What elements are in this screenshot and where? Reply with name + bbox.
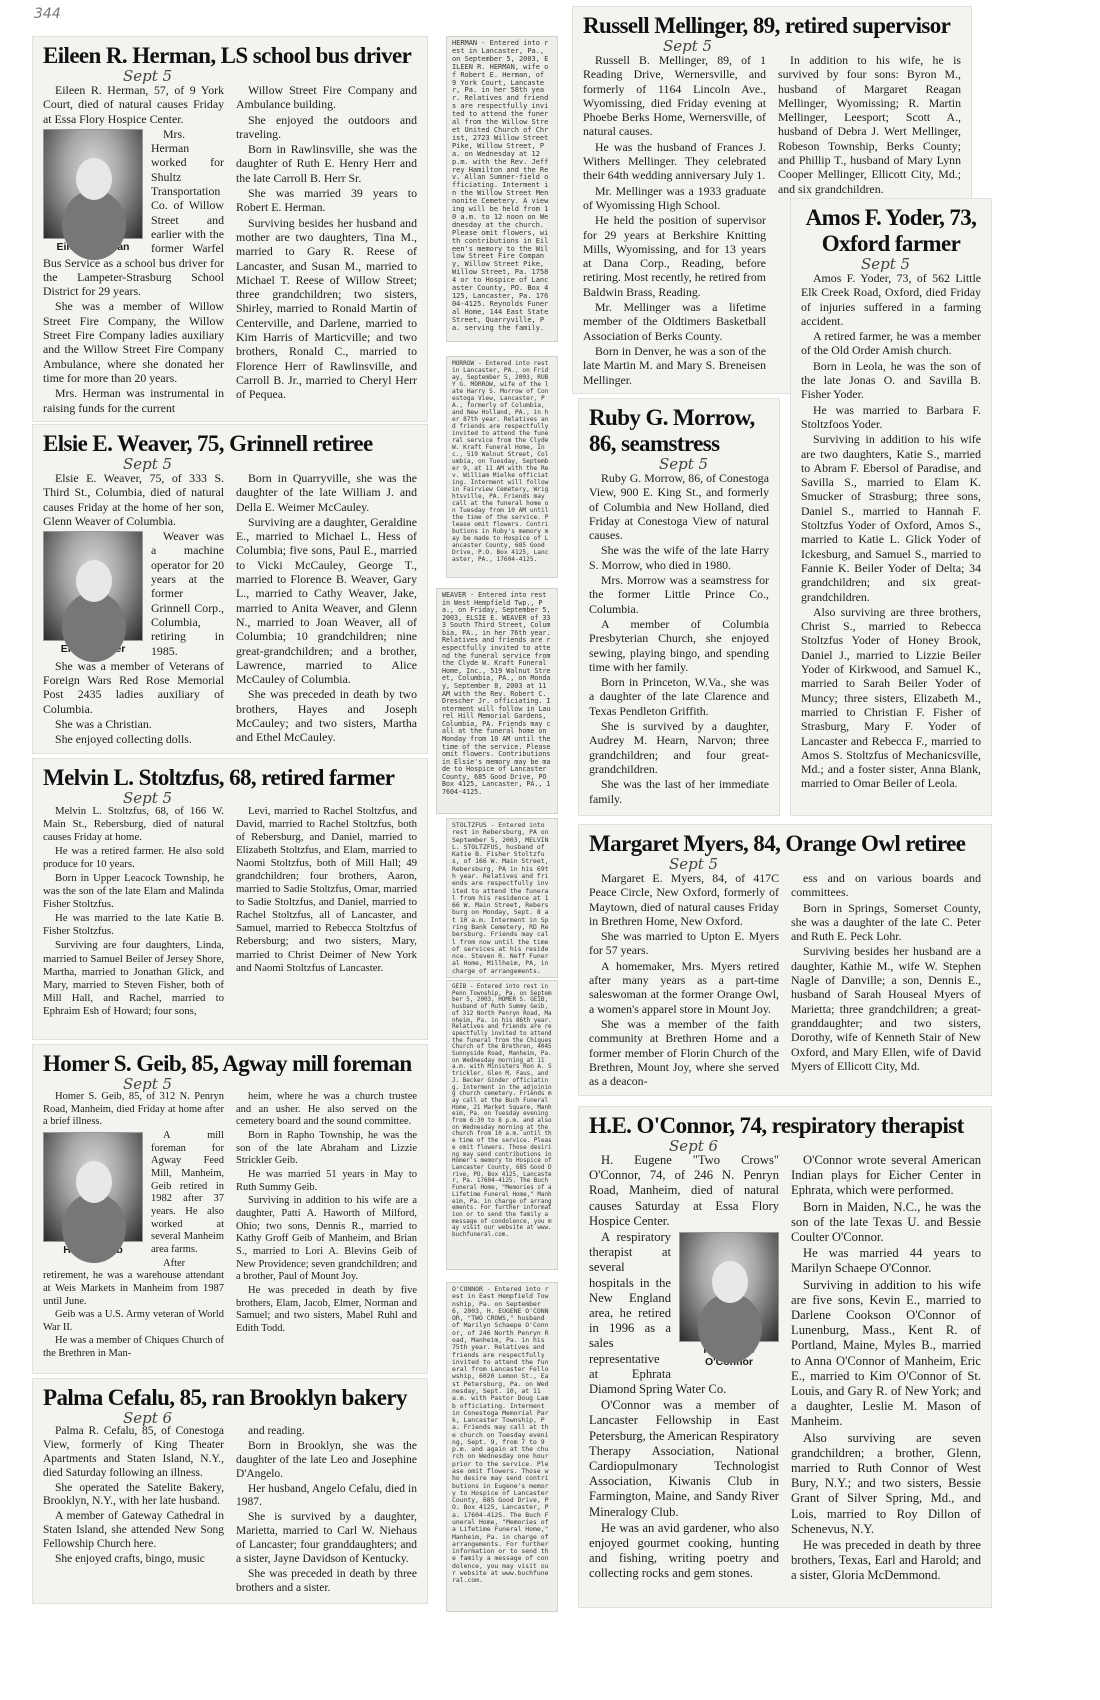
obituary-melvin-stoltzfus <box>32 758 428 1040</box>
handwritten-date: Sept 6 <box>669 1137 719 1155</box>
paragraph: Elsie E. Weaver, 75, of 333 S. Third St., Columbia, died of natural causes Friday at the home of her son, Glenn Weaver of Columbia. <box>43 471 224 528</box>
paragraph: He was preceded in death by five brothers, Elam, Jacob, Elmer, Norman and Samuel; and two sisters, Mabel Ruhl and Edith Todd. <box>236 1284 417 1334</box>
paragraph: Amos F. Yoder, 73, of 562 Little Elk Creek Road, Oxford, died Friday of injuries suffered in a farming accident. <box>801 271 981 328</box>
paragraph: Levi, married to Rachel Stoltzfus, and David, married to Rachel Stoltzfus, both of Rebersburg, and Daniel, married to Elizabeth Stoltzfus, and Elam, married to Naomi Stoltzfus, both of Mill Hall; 49 grandchildren; four brothers, Aaron, married to Sadie Stoltzfus, Omar, married to Sadie Stoltzfus, and Daniel, married to Rachel Stoltzfus, all of Lancaster, and Samuel, married to Rebecca Stoltzfus of Rebersburg; and two sisters, Mary, married to Christ Deimer of New York and Naomi Stoltzfus of Lancaster. <box>236 805 417 974</box>
paragraph: and reading. <box>248 1425 305 1437</box>
paragraph: She enjoyed collecting dolls. <box>55 732 192 747</box>
portrait-photo <box>43 531 143 655</box>
paragraph: She enjoyed crafts, bingo, music <box>55 1552 205 1565</box>
handwritten-date: Sept 6 <box>123 1409 173 1427</box>
paragraph: Margaret E. Myers, 84, of 417C Peace Circle, New Oxford, formerly of Maytown, died of natural causes Friday in Brethren Home, New Oxford. <box>589 871 779 928</box>
obituary-he-oconnor <box>578 1106 992 1608</box>
death-notice-herman: HERMAN - Entered into rest in Lancaster, Pa., on September 5, 2003, EILEEN R. HERMAN, wife of Robert E. Herman, of 9 York Court, Lancaster, Pa. in her 58th year. Relatives and friends are respectfully invited to attend the funeral from the Willow Street United Church of Christ, 2723 Willow Street Pike, Willow Street, Pa. on Wednesday at 12 p.m. with the Rev. Jeffrey Hamilton and the Rev. Allan Sumner-field officiating. Interment in the Willow Street Mennonite Cemetery. A viewing will be held from 10 a.m. to 12 noon on Wednesday at the church. Please omit flowers, with contributions in Eileen's memory to the Willow Street Fire Company, Willow Street Pike, Willow Street, Pa. 17584 or to Hospice of Lancaster County, PO. Box 4125, Lancaster, Pa. 17604-4125. Reynolds Funeral Home, 144 East State Street, Quarryville, Pa. serving the family. <box>446 36 558 342</box>
obituary-margaret-myers <box>578 824 992 1096</box>
photo-caption: Eileen Herman <box>56 240 130 253</box>
paragraph: Russell B. Mellinger, 89, of 1 Reading Drive, Wernersville, and formerly of 1164 Lincoln Ave., Wyomissing, died Friday evening at Phoebe Berks Home, Wernersville, of natural causes. <box>583 53 766 139</box>
paragraph: Born in Upper Leacock Township, he was the son of the late Elam and Malinda Fisher Stoltzfus. <box>43 872 224 911</box>
paragraph: Surviving are a daughter, Geraldine E., married to Michael L. Hess of Columbia; five sons, Paul E., married to Vicki McCauley, George T., married to Florence B. Weaver, Gary L., married to Cathy Weaver, Jake, married to Anita Weaver, and Glenn N., married to Joan Weaver, all of Columbia; 10 grandchildren; nine great-grandchildren; and a brother, Lawrence, married to Alice McCauley of Columbia. <box>236 514 417 687</box>
paragraph: A mill foreman for Agway Feed Mill, Manheim, Geib retired in 1982 after 37 years. He also worked at several Manheim area farms. <box>151 1129 224 1255</box>
paragraph: She was the wife of the late Harry S. Morrow, who died in 1980. <box>589 543 769 572</box>
paragraph: Surviving in addition to his wife are five sons, Kevin E., married to Darlene Cookson O'Connor of Lunenburg, Mass., Kent R. of Portland, Maine, Myles B., married to Anna O'Connor of Manheim, Eric E., married to Kim O'Connor of St. Louis, and Gary R. of New York; and a daughter, Leslie M. Mason of Manheim. <box>791 1277 981 1429</box>
paragraph: H. Eugene "Two Crows" O'Connor, 74, of 246 N. Penryn Road, Manheim, died of natural causes Saturday at Essa Flory Hospice Center. <box>589 1153 779 1228</box>
death-notice-morrow: MORROW - Entered into rest in Lancaster, PA., on Friday, September 5, 2003, RUBY G. MORROW, wife of the late Harry S. Morrow of Conestoga View, Lancaster, PA., formerly of Columbia, and New Holland, PA., in her 87th year. Relatives and friends are respectfully invited to attend the funeral service from the Clyde W. Kraft Funeral Home, Inc., 519 Walnut Street, Columbia, on Tuesday, September 9, at 11 AM with the Rev. William Mielke officiating. Interment will follow in Fairview Cemetery, Wrightsville, PA. Friends may call at the funeral home on Tuesday from 10 AM until the time of the service. Please omit flowers. Contributions in Ruby's memory may be made to Hospice of Lancaster County, 685 Good Drive, P.O. Box 4125, Lancaster, PA., 17604-4125. <box>446 356 558 578</box>
paragraph: She was preceded in death by two brothers, Hayes and Joseph McCauley; and two sisters, Martha and Ethel McCauley. <box>236 687 417 745</box>
paragraph: Born in Rawlinsville, she was the daughter of Ruth E. Henry Herr and the late Carroll B. Herr Sr. <box>236 142 417 185</box>
death-notice-stoltzfus: STOLTZFUS - Entered into rest in Rebersburg, PA on September 5, 2003, MELVIN L. STOLTZFUS, husband of Katie B. Fisher Stoltzfus, of 166 W. Main Street, Rebersburg, PA in his 69th year. Relatives and friends are respectfully invited to attend the funeral from his residence at 166 W. Main Street, Rebersburg on Monday, Sept. 8 at 10 a.m. Interment in Spring Bank Cemetery, RD Rebersburg. Friends may call from now until the time of services at his residence. Steven R. Neff Funeral Home, Millheim, PA, in charge of arrangements. <box>446 818 558 978</box>
headline: H.E. O'Connor, 74, respiratory therapist <box>589 1113 964 1138</box>
paragraph: Born in Denver, he was a son of the late Martin M. and Mary S. Breneisen Mellinger. <box>583 343 766 387</box>
paragraph: He was married 51 years in May to Ruth Summy Geib. <box>236 1168 417 1193</box>
paragraph: He was preceded in death by three brothers, Texas, Earl and Harold; and a sister, Gloria McDemmond. <box>791 1538 981 1583</box>
handwritten-date: Sept 5 <box>669 855 719 873</box>
paragraph: Surviving in addition to his wife are two daughters, Katie S., married to Abram F. Ebersol of Paradise, and Savilla S., married to Elam K. Smucker of Strasburg; three sons, Daniel S., married to Hannah F. Stoltzfus Yoder of Oxford, Amos S., married to Katie L. Glick Yoder of Ickesburg, and Samuel S., married to Fannie K. Beiler Yoder of Delta; 34 grandchildren; and six great-grandchildren. <box>801 432 981 604</box>
paragraph: After retirement, he was a warehouse attendant at Weis Markets in Manheim from 1987 until June. <box>43 1257 224 1307</box>
portrait-image <box>679 1232 779 1342</box>
paragraph: Born in Brooklyn, she was the daughter of the late Leo and Josephine D'Angelo. <box>236 1439 417 1480</box>
paragraph: She was the last of her immediate family. <box>589 777 769 806</box>
paragraph: Mrs. Herman worked for Shultz Transportation Co. of Willow Street and earlier with the former Warfel Bus Service as a school bus driver for the Lampeter-Strasburg School District for 29 years. <box>43 126 224 299</box>
paragraph: Geib was a U.S. Army veteran of World War II. <box>43 1309 224 1333</box>
paragraph: Mrs. Morrow was a seamstress for the former Little Prince Co., Columbia. <box>589 573 769 616</box>
obituary-amos-yoder <box>790 198 992 816</box>
obituary-elsie-weaver <box>32 424 428 754</box>
photo-caption: Homer Geib <box>63 1243 123 1256</box>
paragraph: In addition to his wife, he is survived by four sons: Byron M., husband of Margaret Reagan Mellinger, Wyomissing; R. Martin Mellinger, Leesport; Scott A., husband of Debra J. Wert Mellinger, Robeson Township, Berks County; and Phillip T., husband of Mary Lynn Cooper Mellinger, Ellicott City, Md.; and six grandchildren. <box>778 53 961 196</box>
headline: Melvin L. Stoltzfus, 68, retired farmer <box>43 765 395 790</box>
paragraph: Her husband, Angelo Cefalu, died in 1987. <box>236 1482 417 1509</box>
paragraph: He was married 44 years to Marilyn Schaepe O'Connor. <box>791 1246 981 1276</box>
obituary-palma-cefalu <box>32 1378 428 1604</box>
headline: Margaret Myers, 84, Orange Owl retiree <box>589 831 966 856</box>
paragraph: A member of Gateway Cathedral in Staten Island, she attended New Song Fellowship Church here. <box>43 1510 224 1550</box>
paragraph: Also surviving are seven grandchildren; a brother, Glenn, married to Ruth Connor of West Bury, N.Y.; and two sisters, Bessie Grant of Silver Spring, Md., and Lois, married to Roy Dillon of Schenevus, N.Y. <box>791 1430 981 1536</box>
paragraph: heim, where he was a church trustee and an usher. He also served on the cemetery board and the sound committee. <box>236 1091 417 1128</box>
paragraph: Born in Leola, he was the son of the late Jonas O. and Savilla B. Fisher Yoder. <box>801 358 981 402</box>
paragraph: She was a member of Veterans of Foreign Wars Red Rose Memorial Post 2435 ladies auxiliary of Columbia. <box>43 658 224 716</box>
paragraph: A retired farmer, he was a member of the Old Order Amish church. <box>801 329 981 358</box>
handwritten-date: Sept 5 <box>123 789 173 807</box>
paragraph: She enjoyed the outdoors and traveling. <box>236 112 417 141</box>
paragraph: She was a member of the faith community at Brethren Home and a former member of Florin Church of the Brethren, Mount Joy, where she served as a deacon- <box>589 1016 779 1089</box>
portrait-photo <box>43 1132 143 1256</box>
paragraph: He was the husband of Frances J. Withers Mellinger. They celebrated their 64th wedding anniversary July 1. <box>583 139 766 183</box>
paragraph: O'Connor was a member of Lancaster Fellowship in East Petersburg, the American Respiratory Therapy Association, National Cardiopulmonary Technologist Association, Kiwanis Club in Farmington, Maine, and Sandy River Mineralogy Club. <box>589 1398 779 1519</box>
paragraph: Mr. Mellinger was a 1933 graduate of Wyomissing High School. <box>583 183 766 212</box>
paragraph: Melvin L. Stoltzfus, 68, of 166 W. Main St., Rebersburg, died of natural causes Friday at home. <box>43 805 224 844</box>
obituary-ruby-morrow <box>578 398 780 816</box>
paragraph: ess and on various boards and committees. <box>791 871 981 900</box>
paragraph: Weaver was a machine operator for 20 years at the former Grinnell Corp., Columbia, retiring in 1985. <box>151 529 224 658</box>
paragraph: He was married to the late Katie B. Fisher Stoltzfus. <box>43 912 224 938</box>
paragraph: Surviving in addition to his wife are a daughter, Patti A. Haworth of Milford, Ohio; two sons, Dennis R., married to Kathy Groff Geib of Manheim, and Brian S., married to Lori A. Blevins Geib of New Providence; seven grandchildren; and a brother, Paul of Mount Joy. <box>236 1195 417 1283</box>
death-notice-weaver: WEAVER - Entered into rest in West Hempfield Twp., Pa., on Friday, September 5, 2003, ELSIE E. WEAVER of 333 South Third Street, Columbia, PA., in her 76th year. Relatives and friends are respectfully invited to attend the funeral service from the Clyde W. Kraft Funeral Home, Inc., 519 Walnut Street, Columbia, PA., on Monday, September 8, 2003 at 11 AM with the Rev. Robert C. Drescher Jr. officiating. Interment will follow in Laurel Hill Memorial Gardens, Columbia, PA. Friends may call at the funeral home on Monday from 10 AM until the time of the service. Please omit flowers. Contributions in Elsie's memory may be made to Hospice of Lancaster County, 685 Good Drive, PO Box 4125, Lancaster, PA., 17604-4125. <box>436 588 558 814</box>
paragraph: A homemaker, Mrs. Myers retired after many years as a part-time saleswoman at the former Orange Owl, a women's apparel store in Mount Joy. <box>589 958 779 1016</box>
paragraph: He was an avid gardener, who also enjoyed gourmet cooking, hunting and fishing, writing poetry and collecting rocks and gem stones. <box>589 1520 779 1581</box>
paragraph: She was married 39 years to Robert E. Herman. <box>236 186 417 215</box>
paragraph: Born in Maiden, N.C., he was the son of the late Texas U. and Bessie Coulter O'Connor. <box>791 1199 981 1245</box>
paragraph: She was a Christian. <box>55 717 152 732</box>
paragraph: Surviving besides her husband are a daughter, Kathie M., wife W. Stephen Nagle of Danville; a son, Dennis E., husband of Sarah Houseal Myers of Marietta; three grandchildren; a great-granddaughter; and two sisters, Dorothy, wife of Kenneth Stair of New Oxford, and Mary Ellen, wife of David Myers of Ellicott City, Md. <box>791 944 981 1073</box>
paragraph: He held the position of supervisor for 29 years at Berkshire Knitting Mills, Wyomissing, and for 13 years at Dana Corp., Reading, before retiring. Most recently, he retired from Baldwin Brass, Reading. <box>583 213 766 299</box>
handwritten-date: Sept 5 <box>123 1075 173 1093</box>
paragraph: Homer S. Geib, 85, of 312 N. Penryn Road, Manheim, died Friday at home after a brief illness. <box>43 1091 224 1128</box>
paragraph: She is survived by a daughter, Marietta, married to Carl W. Niehaus of Lancaster; four granddaughters; and a sister, Jayne Davidson of Kentucky. <box>236 1511 417 1565</box>
paragraph: A respiratory therapist at several hospitals in the New England area, he retired in 1996 as a sales representative at Ephrata Diamond Spring Water Co. <box>589 1230 727 1397</box>
portrait-photo <box>43 129 143 253</box>
paragraph: He was married to Barbara F. Stoltzfoos Yoder. <box>801 402 981 431</box>
paragraph: A member of Columbia Presbyterian Church, she enjoyed sewing, playing bingo, and spending time with her family. <box>589 616 769 674</box>
paragraph: Mrs. Herman was instrumental in raising funds for the current <box>43 386 224 415</box>
paragraph: He was a retired farmer. He also sold produce for 10 years. <box>43 845 224 871</box>
headline: Homer S. Geib, 85, Agway mill foreman <box>43 1051 412 1076</box>
portrait-image <box>43 531 143 641</box>
paragraph: She is survived by a daughter, Audrey M. Hearn, Narvon; three grandchildren; and four great-grandchildren. <box>589 719 769 776</box>
paragraph: She was preceded in death by three brothers and a sister. <box>236 1567 417 1594</box>
obituary-eileen-herman <box>32 36 428 422</box>
paragraph: Born in Quarryville, she was the daughter of the late William J. and Della E. Weimer McCauley. <box>236 471 417 514</box>
paragraph: Also surviving are three brothers, Christ S., married to Rebecca Stoltzfus Yoder of Honey Brook, Daniel J., married to Lizzie Beiler Yoder of Kirkwood, and Samuel K., married to Sarah Beiler Yoder of Muncy; three sisters, Elizabeth M., married to Christian F. Fisher of Strasburg, Mary F. Yoder of Lancaster and Rebecca F., married to Amos S. Stoltzfus of Mechanicsville, Md.; and a foster sister, Anna Blank, married to Omar Beiler of Leola. <box>801 604 981 791</box>
portrait-image <box>43 129 143 239</box>
handwritten-date: Sept 5 <box>663 37 713 55</box>
paragraph: Ruby G. Morrow, 86, of Conestoga View, 900 E. King St., and formerly of Columbia and New Holland, died Friday at Conestoga View of natural causes. <box>589 471 769 543</box>
obituary-homer-geib <box>32 1044 428 1374</box>
headline: Palma Cefalu, 85, ran Brooklyn bakery <box>43 1385 407 1410</box>
headline: Amos F. Yoder, 73, Oxford farmer <box>805 205 977 256</box>
photo-caption: H. Eugene O'Connor <box>703 1344 755 1369</box>
headline: Russell Mellinger, 89, retired supervisor <box>583 13 951 38</box>
paragraph: He was a member of Chiques Church of the Brethren in Man- <box>43 1335 224 1360</box>
page-number: 344 <box>34 6 61 22</box>
paragraph: Eileen R. Herman, 57, of 9 York Court, died of natural causes Friday at Essa Flory Hospice Center. <box>43 83 224 126</box>
headline: Ruby G. Morrow, 86, seamstress <box>589 405 755 456</box>
paragraph: Born in Springs, Somerset County, she was a daughter of the late C. Peter and Ruth E. Peck Lohr. <box>791 900 981 944</box>
portrait-image <box>43 1132 143 1242</box>
paragraph: She operated the Satelite Bakery, Brooklyn, N.Y., with her late husband. <box>43 1481 224 1508</box>
paragraph: Born in Princeton, W.Va., she was a daughter of the late Clarence and Texas Pendleton Griffith. <box>589 675 769 718</box>
paragraph: Surviving are four daughters, Linda, married to Samuel Beiler of Jersey Shore, Martha, married to Jonathan Glick, and Mary, married to Steven Fisher, both of Mill Hall, and Rachel, married to Ephraim Esh of Howard; four sons, <box>43 939 224 1017</box>
headline: Eileen R. Herman, LS school bus driver <box>43 43 412 68</box>
paragraph: O'Connor wrote several American Indian plays for Eicher Center in Ephrata, which were performed. <box>791 1153 981 1198</box>
photo-caption: Elsie Weaver <box>60 643 126 656</box>
handwritten-date: Sept 5 <box>861 255 911 273</box>
death-notice-geib: GEIB - Entered into rest in Penn Township, Pa. on September 5, 2003, HOMER S. GEIB, husband of Ruth Summy Geib, of 312 North Penryn Road, Manheim, Pa. in his 86th year. Relatives and friends are respectfully invited to attend the funeral from the Chiques Church of the Brethren, 4045 Sunnyside Road, Manheim, Pa. on Wednesday morning at 11 a.m. with Ministers Ron A. Strickler, Glen M. Faus, and J. Becker Ginder officiating. Interment in the adjoining church cemetery. Friends may call at the Buch Funeral Home, 21 Market Square, Manheim, Pa. on Tuesday evening from 6:30 to 8 p.m. and also on Wednesday morning at the church from 10 a.m. until the time of the service. Please omit flowers. Those desiring may send contributions in Homer's memory to Hospice of Lancaster County, 685 Good Drive, PO. Box 4125, Lancaster, Pa. 17604-4125. The Buch Funeral Home, "Memories of a Lifetime Funeral Home," Manheim, Pa. in charge of arrangements. For further information or to send the family a message of condolence, you may visit our website at www.buchfuneral.com. <box>446 980 558 1270</box>
paragraph: Surviving besides her husband and mother are two daughters, Tina M., married to Gary R. Reese of Lancaster, and Susan M., married to Michael T. Reese of Willow Street; three grandchildren; two sisters, Shirley, married to Ronald Martin of Centerville, and Darlene, married to Kim Harris of Marticville; and two brothers, Ronald C., married to Florence Herr of Rawlinsville, and Carroll B. Jr., married to Cheryl Herr of Pequea. <box>236 215 417 402</box>
handwritten-date: Sept 5 <box>659 455 709 473</box>
paragraph: She was a member of Willow Street Fire Company, the Willow Street Fire Company ladies auxiliary and the Willow Street Fire Company Ambulance, where she donated her time for more than 20 years. <box>43 299 224 385</box>
paragraph: Born in Rapho Township, he was the son of the late Abraham and Lizzie Strickler Geib. <box>236 1129 417 1167</box>
paragraph: Willow Street Fire Company and Ambulance building. <box>236 83 417 112</box>
portrait-photo <box>679 1232 779 1368</box>
paragraph: She was married to Upton E. Myers for 57 years. <box>589 929 779 958</box>
paragraph: Mr. Mellinger was a lifetime member of the Oldtimers Basketball Association of Berks County. <box>583 300 766 343</box>
handwritten-date: Sept 5 <box>123 455 173 473</box>
paragraph: Palma R. Cefalu, 85, of Conestoga View, formerly of King Theater Apartments and Staten Island, N.Y., died Saturday following an illness. <box>43 1425 224 1479</box>
headline: Elsie E. Weaver, 75, Grinnell retiree <box>43 431 373 456</box>
handwritten-date: Sept 5 <box>123 67 173 85</box>
death-notice-oconnor: O'CONNOR - Entered into rest in East Hempfield Township, Pa. on September 6, 2003, H. EUGENE O'CONNOR, "TWO CROWS," husband of Marilyn Schaepe O'Connor, of 246 North Penryn Road, Manheim, Pa. in his 75th year. Relatives and friends are respectfully invited to attend the funeral from Lancaster Fellowship, 6020 Lemon St., East Petersburg, Pa. on Wednesday, Sept. 10, at 11 a.m. with Pastor Doug Lamb officiating. Interment in Conestoga Memorial Park, Lancaster Township, Pa. Friends may call at the church on Tuesday evening, Sept. 9, from 7 to 9 p.m. and again at the church on Wednesday one hour prior to the service. Please omit flowers. Those who desire may send contributions in Eugene's memory to Hospice of Lancaster County, 685 Good Drive, PO. Box 4125, Lancaster, Pa. 17604-4125. The Buch Funeral Home, "Memories of a Lifetime Funeral Home," Manheim, Pa. in charge of arrangements. For further information or to send the family a message of condolence, you may visit our website at www.buchfuneral.com. <box>446 1282 558 1612</box>
